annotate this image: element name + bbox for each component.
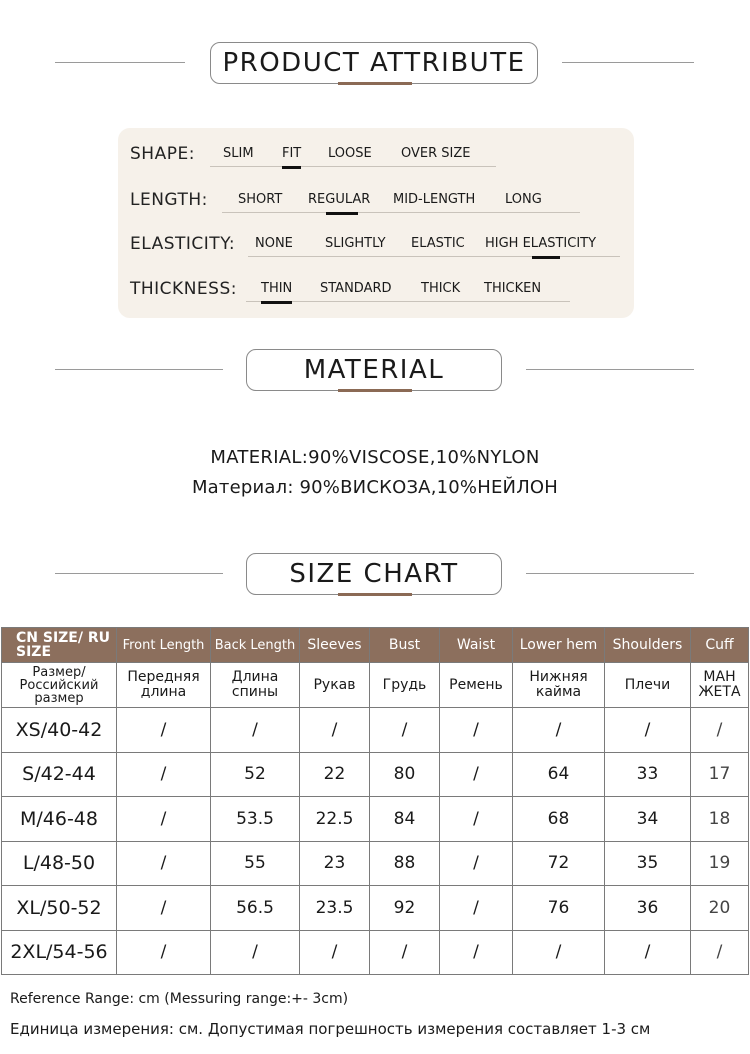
header-ru-cell: Грудь <box>370 663 440 708</box>
header-cell: Shoulders <box>605 628 691 663</box>
table-cell: 88 <box>370 841 440 886</box>
attr-label: ELASTICITY: <box>130 234 236 254</box>
table-cell: / <box>440 886 513 931</box>
attr-underline <box>246 301 570 302</box>
header-ru-cell: Длина спины <box>211 663 300 708</box>
table-cell: / <box>605 930 691 975</box>
table-cell: / <box>211 708 300 753</box>
header-cell: Bust <box>370 628 440 663</box>
attr-option: STANDARD <box>320 281 392 296</box>
material-header <box>0 349 750 409</box>
divider-left <box>55 62 185 63</box>
attr-option: THICKEN <box>484 281 542 296</box>
reference-range-ru: Единица измерения: см. Допустимая погрешность измерения составляет 1-3 см <box>10 1020 651 1038</box>
table-cell: 36 <box>605 886 691 931</box>
table-cell: 68 <box>513 797 605 842</box>
table-row <box>2 930 749 975</box>
attr-row-elasticity <box>118 232 634 262</box>
attr-underline <box>248 256 620 257</box>
attr-option-selected: THIN <box>261 281 292 296</box>
attr-option: SLIGHTLY <box>325 236 386 251</box>
table-cell: / <box>440 708 513 753</box>
table-cell: 22.5 <box>300 797 370 842</box>
attribute-panel <box>118 128 634 318</box>
title-accent <box>338 389 412 392</box>
table-cell: / <box>300 930 370 975</box>
section-title: PRODUCT ATTRIBUTE <box>210 42 538 84</box>
attr-option: MID-LENGTH <box>393 192 476 207</box>
table-cell: 64 <box>513 752 605 797</box>
reference-range-en: Reference Range: cm (Messuring range:+- 3cm) <box>10 991 349 1007</box>
table-cell: / <box>117 841 211 886</box>
header-cell: Sleeves <box>300 628 370 663</box>
table-cell: 72 <box>513 841 605 886</box>
table-cell: 53.5 <box>211 797 300 842</box>
table-row <box>2 841 749 886</box>
table-cell: / <box>513 708 605 753</box>
attr-label: LENGTH: <box>130 190 208 210</box>
table-cell: / <box>440 930 513 975</box>
title-accent <box>338 593 412 596</box>
header-cell: Lower hem <box>513 628 605 663</box>
attr-underline <box>222 212 580 213</box>
table-cell: / <box>117 930 211 975</box>
table-cell: / <box>117 708 211 753</box>
table-cell: 23 <box>300 841 370 886</box>
table-cell: / <box>605 708 691 753</box>
attr-option: LONG <box>505 192 542 207</box>
table-cell: / <box>370 708 440 753</box>
attr-row-thickness <box>118 277 634 307</box>
product-attribute-header <box>0 42 750 102</box>
material-text-en: MATERIAL:90%VISCOSE,10%NYLON <box>210 447 540 468</box>
table-cell: / <box>440 797 513 842</box>
section-title: SIZE CHART <box>246 553 502 595</box>
table-cell: 56.5 <box>211 886 300 931</box>
attr-row-shape <box>118 142 634 172</box>
table-cell: 52 <box>211 752 300 797</box>
header-ru-cell: Нижняя кайма <box>513 663 605 708</box>
table-cell: 76 <box>513 886 605 931</box>
table-cell: 92 <box>370 886 440 931</box>
attr-option: THICK <box>421 281 461 296</box>
table-cell: / <box>300 708 370 753</box>
attr-option: ELASTIC <box>411 236 465 251</box>
attr-underline <box>210 166 496 167</box>
attr-option: SHORT <box>238 192 283 207</box>
table-cell: 34 <box>605 797 691 842</box>
attr-option-selected: FIT <box>282 146 301 161</box>
table-cell: / <box>513 930 605 975</box>
size-cell: XS/40-42 <box>2 708 117 753</box>
table-cell: 17 <box>691 752 749 797</box>
table-header-ru-row <box>2 663 749 708</box>
table-header-row <box>2 628 749 663</box>
header-ru-cell: МАН ЖЕТА <box>691 663 749 708</box>
size-cell: L/48-50 <box>2 841 117 886</box>
attr-row-length <box>118 188 634 218</box>
attr-option: NONE <box>255 236 293 251</box>
divider-right <box>526 369 694 370</box>
table-row <box>2 886 749 931</box>
table-row <box>2 708 749 753</box>
table-cell: 33 <box>605 752 691 797</box>
header-cell: Cuff <box>691 628 749 663</box>
divider-left <box>55 369 223 370</box>
attr-label: SHAPE: <box>130 144 195 164</box>
divider-right <box>562 62 694 63</box>
size-cell: 2XL/54-56 <box>2 930 117 975</box>
table-cell: 23.5 <box>300 886 370 931</box>
selected-marker <box>326 212 358 215</box>
table-cell: / <box>211 930 300 975</box>
table-cell: 84 <box>370 797 440 842</box>
header-cell: Back Length <box>211 628 300 663</box>
header-cell: Front Length <box>117 628 211 663</box>
title-accent <box>338 82 412 85</box>
attr-label: THICKNESS: <box>130 279 237 299</box>
table-cell: / <box>370 930 440 975</box>
divider-left <box>55 573 223 574</box>
table-cell: 55 <box>211 841 300 886</box>
attr-option: SLIM <box>223 146 254 161</box>
table-cell: 19 <box>691 841 749 886</box>
material-text-ru: Материал: 90%ВИСКОЗА,10%НЕЙЛОН <box>191 477 559 498</box>
table-row <box>2 752 749 797</box>
divider-right <box>526 573 694 574</box>
header-cell: CN SIZE/ RU SIZE <box>2 628 117 663</box>
header-ru-cell: Плечи <box>605 663 691 708</box>
table-cell: 20 <box>691 886 749 931</box>
table-cell: / <box>440 752 513 797</box>
selected-marker <box>282 166 301 169</box>
selected-marker <box>261 301 292 304</box>
table-cell: / <box>440 841 513 886</box>
size-cell: S/42-44 <box>2 752 117 797</box>
table-cell: 80 <box>370 752 440 797</box>
table-cell: / <box>117 752 211 797</box>
header-ru-cell: Размер/ Российский размер <box>2 663 117 708</box>
table-cell: / <box>117 886 211 931</box>
attr-option: LOOSE <box>328 146 372 161</box>
table-cell: / <box>691 930 749 975</box>
header-ru-cell: Передняя длина <box>117 663 211 708</box>
table-cell: 22 <box>300 752 370 797</box>
table-cell: 35 <box>605 841 691 886</box>
size-chart-header <box>0 553 750 613</box>
size-cell: XL/50-52 <box>2 886 117 931</box>
selected-marker <box>532 256 560 259</box>
attr-option-selected: REGULAR <box>308 192 370 207</box>
table-cell: / <box>691 708 749 753</box>
size-chart-table <box>1 627 749 975</box>
table-cell: / <box>117 797 211 842</box>
size-cell: M/46-48 <box>2 797 117 842</box>
attr-option: OVER SIZE <box>401 146 471 161</box>
header-ru-cell: Ремень <box>440 663 513 708</box>
attr-option-selected: HIGH ELASTICITY <box>485 236 596 251</box>
header-cell: Waist <box>440 628 513 663</box>
table-cell: 18 <box>691 797 749 842</box>
section-title: MATERIAL <box>246 349 502 391</box>
table-row <box>2 797 749 842</box>
header-ru-cell: Рукав <box>300 663 370 708</box>
